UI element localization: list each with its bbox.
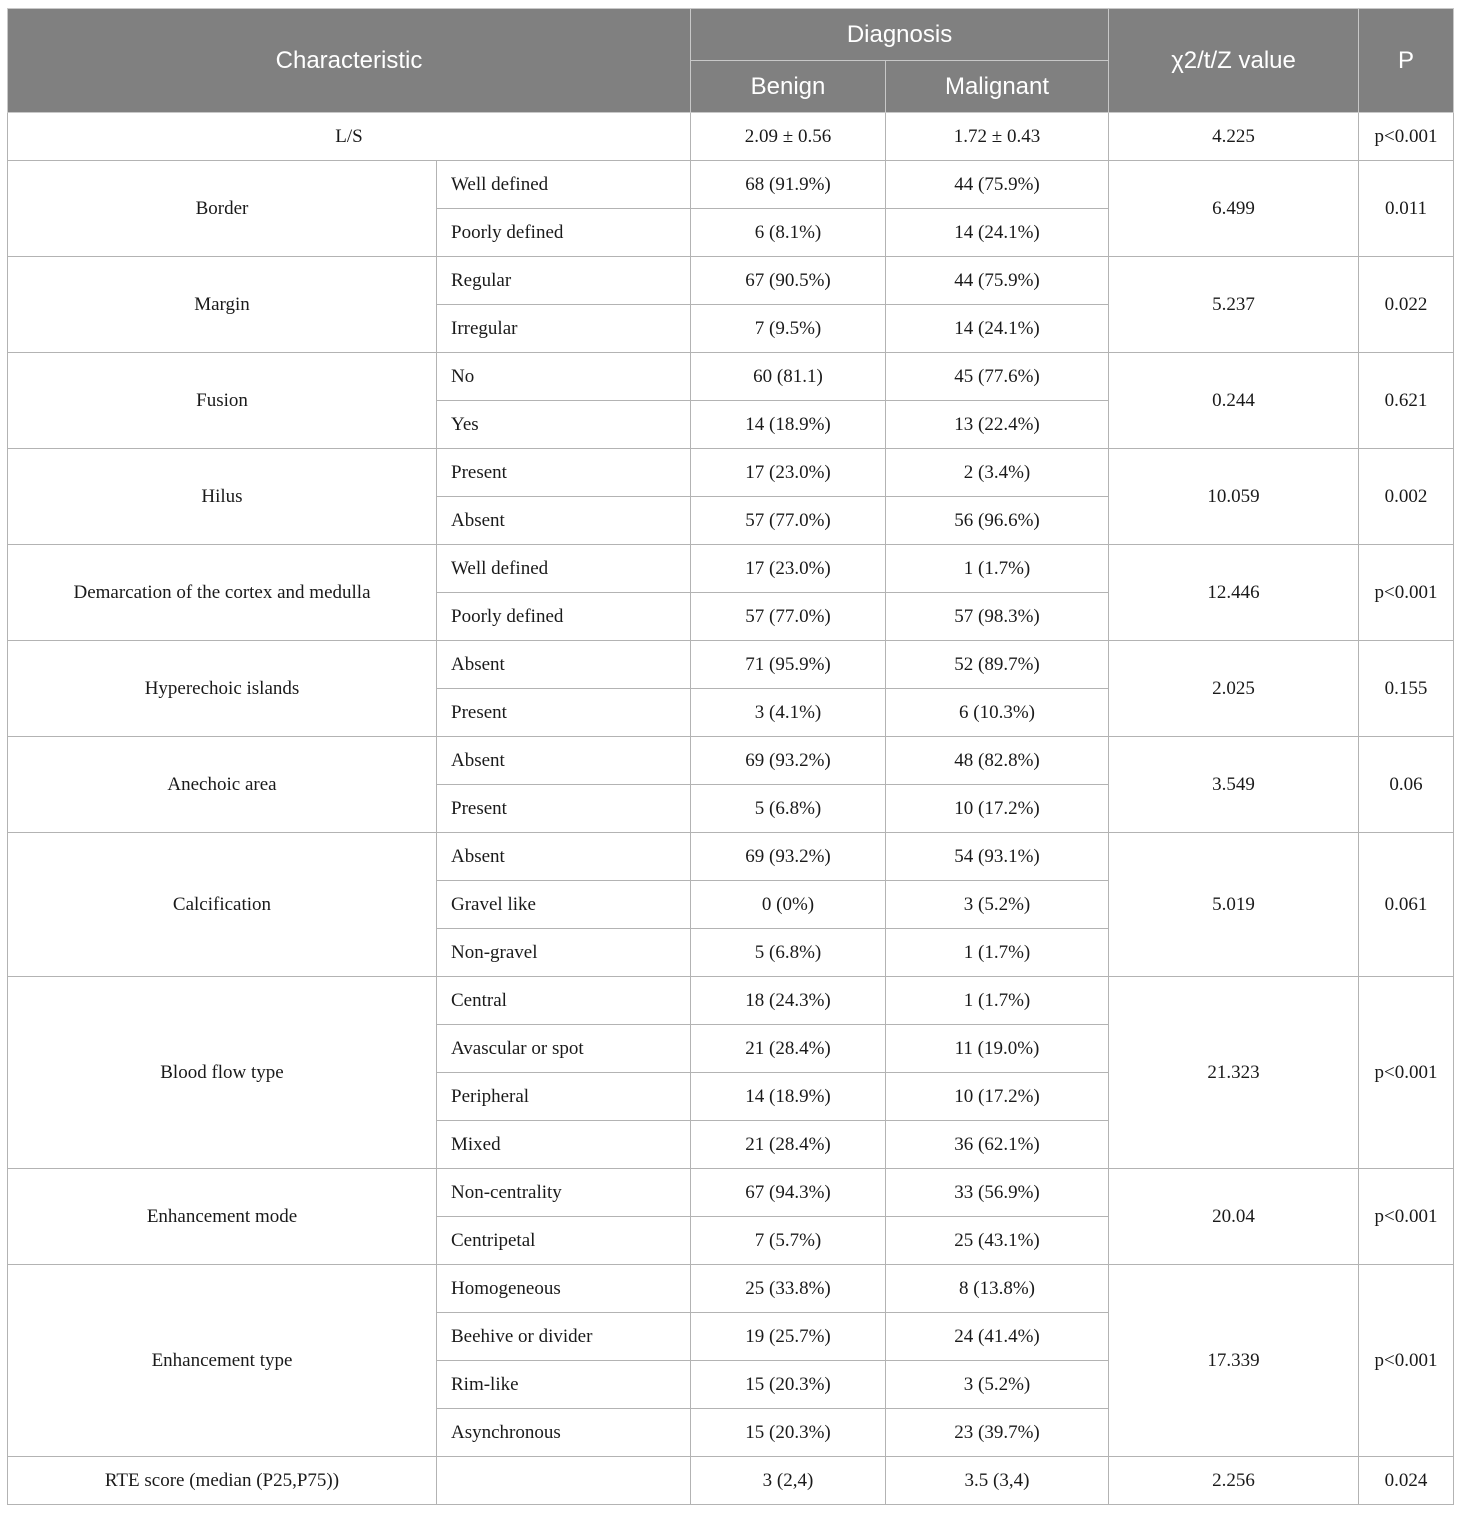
header-diagnosis: Diagnosis	[691, 9, 1109, 61]
table-row	[8, 737, 1454, 785]
table-body	[8, 113, 1454, 1505]
benign-cell: 3 (2,4)	[691, 1457, 886, 1505]
subcategory-cell: Poorly defined	[437, 209, 691, 257]
p-value-cell: 0.024	[1359, 1457, 1454, 1505]
p-value-cell: 0.011	[1359, 161, 1454, 257]
malignant-cell: 23 (39.7%)	[886, 1409, 1109, 1457]
subcategory-cell: Asynchronous	[437, 1409, 691, 1457]
characteristic-cell: Blood flow type	[8, 977, 437, 1169]
subcategory-cell	[437, 1457, 691, 1505]
malignant-cell: 10 (17.2%)	[886, 1073, 1109, 1121]
characteristic-cell: Demarcation of the cortex and medulla	[8, 545, 437, 641]
p-value-cell: 0.621	[1359, 353, 1454, 449]
malignant-cell: 1 (1.7%)	[886, 545, 1109, 593]
subcategory-cell: Absent	[437, 833, 691, 881]
subcategory-cell: No	[437, 353, 691, 401]
malignant-cell: 45 (77.6%)	[886, 353, 1109, 401]
subcategory-cell: Poorly defined	[437, 593, 691, 641]
table-row	[8, 449, 1454, 497]
malignant-cell: 3 (5.2%)	[886, 881, 1109, 929]
characteristic-cell: Enhancement type	[8, 1265, 437, 1457]
malignant-cell: 3 (5.2%)	[886, 1361, 1109, 1409]
malignant-cell: 57 (98.3%)	[886, 593, 1109, 641]
benign-cell: 5 (6.8%)	[691, 929, 886, 977]
table-row	[8, 161, 1454, 209]
subcategory-cell: Absent	[437, 641, 691, 689]
p-value-cell: p<0.001	[1359, 1169, 1454, 1265]
characteristic-cell: Margin	[8, 257, 437, 353]
malignant-cell: 44 (75.9%)	[886, 161, 1109, 209]
stat-value-cell: 4.225	[1109, 113, 1359, 161]
benign-cell: 17 (23.0%)	[691, 449, 886, 497]
malignant-cell: 52 (89.7%)	[886, 641, 1109, 689]
characteristics-table	[7, 8, 1454, 1505]
stat-value-cell: 12.446	[1109, 545, 1359, 641]
subcategory-cell: Well defined	[437, 545, 691, 593]
subcategory-cell: Non-gravel	[437, 929, 691, 977]
benign-cell: 57 (77.0%)	[691, 497, 886, 545]
subcategory-cell: Absent	[437, 497, 691, 545]
header-characteristic: Characteristic	[8, 9, 691, 113]
subcategory-cell: Present	[437, 785, 691, 833]
table-row	[8, 641, 1454, 689]
benign-cell: 68 (91.9%)	[691, 161, 886, 209]
malignant-cell: 14 (24.1%)	[886, 209, 1109, 257]
benign-cell: 15 (20.3%)	[691, 1409, 886, 1457]
malignant-cell: 8 (13.8%)	[886, 1265, 1109, 1313]
table-row	[8, 977, 1454, 1025]
malignant-cell: 24 (41.4%)	[886, 1313, 1109, 1361]
subcategory-cell: Homogeneous	[437, 1265, 691, 1313]
benign-cell: 5 (6.8%)	[691, 785, 886, 833]
subcategory-cell: Non-centrality	[437, 1169, 691, 1217]
benign-cell: 57 (77.0%)	[691, 593, 886, 641]
stat-value-cell: 5.019	[1109, 833, 1359, 977]
benign-cell: 2.09 ± 0.56	[691, 113, 886, 161]
p-value-cell: 0.06	[1359, 737, 1454, 833]
p-value-cell: 0.155	[1359, 641, 1454, 737]
subcategory-cell: Absent	[437, 737, 691, 785]
malignant-cell: 36 (62.1%)	[886, 1121, 1109, 1169]
subcategory-cell: Yes	[437, 401, 691, 449]
benign-cell: 69 (93.2%)	[691, 833, 886, 881]
benign-cell: 19 (25.7%)	[691, 1313, 886, 1361]
benign-cell: 14 (18.9%)	[691, 401, 886, 449]
characteristic-cell: Anechoic area	[8, 737, 437, 833]
stat-value-cell: 5.237	[1109, 257, 1359, 353]
characteristic-cell: L/S	[8, 113, 691, 161]
benign-cell: 14 (18.9%)	[691, 1073, 886, 1121]
subcategory-cell: Well defined	[437, 161, 691, 209]
benign-cell: 17 (23.0%)	[691, 545, 886, 593]
p-value-cell: 0.022	[1359, 257, 1454, 353]
benign-cell: 21 (28.4%)	[691, 1121, 886, 1169]
p-value-cell: 0.002	[1359, 449, 1454, 545]
characteristic-cell: Fusion	[8, 353, 437, 449]
malignant-cell: 1 (1.7%)	[886, 929, 1109, 977]
benign-cell: 7 (5.7%)	[691, 1217, 886, 1265]
stat-value-cell: 17.339	[1109, 1265, 1359, 1457]
table-row	[8, 833, 1454, 881]
stat-value-cell: 2.025	[1109, 641, 1359, 737]
p-value-cell: p<0.001	[1359, 113, 1454, 161]
subcategory-cell: Beehive or divider	[437, 1313, 691, 1361]
p-value-cell: p<0.001	[1359, 545, 1454, 641]
benign-cell: 69 (93.2%)	[691, 737, 886, 785]
malignant-cell: 54 (93.1%)	[886, 833, 1109, 881]
malignant-cell: 3.5 (3,4)	[886, 1457, 1109, 1505]
subcategory-cell: Gravel like	[437, 881, 691, 929]
characteristic-cell: Hyperechoic islands	[8, 641, 437, 737]
table-row	[8, 545, 1454, 593]
malignant-cell: 11 (19.0%)	[886, 1025, 1109, 1073]
malignant-cell: 44 (75.9%)	[886, 257, 1109, 305]
stat-value-cell: 6.499	[1109, 161, 1359, 257]
characteristic-cell: Enhancement mode	[8, 1169, 437, 1265]
benign-cell: 21 (28.4%)	[691, 1025, 886, 1073]
stat-value-cell: 10.059	[1109, 449, 1359, 545]
subcategory-cell: Present	[437, 689, 691, 737]
table-row	[8, 1265, 1454, 1313]
malignant-cell: 6 (10.3%)	[886, 689, 1109, 737]
subcategory-cell: Mixed	[437, 1121, 691, 1169]
table-row	[8, 257, 1454, 305]
table-row	[8, 353, 1454, 401]
table-header	[8, 9, 1454, 113]
benign-cell: 67 (90.5%)	[691, 257, 886, 305]
characteristic-cell: Border	[8, 161, 437, 257]
stat-value-cell: 2.256	[1109, 1457, 1359, 1505]
header-p-value: P	[1359, 9, 1454, 113]
subcategory-cell: Irregular	[437, 305, 691, 353]
subcategory-cell: Centripetal	[437, 1217, 691, 1265]
malignant-cell: 1 (1.7%)	[886, 977, 1109, 1025]
table-row	[8, 113, 1454, 161]
subcategory-cell: Present	[437, 449, 691, 497]
header-benign: Benign	[691, 61, 886, 113]
benign-cell: 18 (24.3%)	[691, 977, 886, 1025]
characteristic-cell: RTE score (median (P25,P75))	[8, 1457, 437, 1505]
benign-cell: 6 (8.1%)	[691, 209, 886, 257]
subcategory-cell: Regular	[437, 257, 691, 305]
p-value-cell: p<0.001	[1359, 977, 1454, 1169]
table-row	[8, 1457, 1454, 1505]
benign-cell: 7 (9.5%)	[691, 305, 886, 353]
malignant-cell: 25 (43.1%)	[886, 1217, 1109, 1265]
malignant-cell: 56 (96.6%)	[886, 497, 1109, 545]
characteristic-cell: Hilus	[8, 449, 437, 545]
malignant-cell: 33 (56.9%)	[886, 1169, 1109, 1217]
stat-value-cell: 0.244	[1109, 353, 1359, 449]
benign-cell: 0 (0%)	[691, 881, 886, 929]
benign-cell: 3 (4.1%)	[691, 689, 886, 737]
benign-cell: 71 (95.9%)	[691, 641, 886, 689]
malignant-cell: 13 (22.4%)	[886, 401, 1109, 449]
subcategory-cell: Central	[437, 977, 691, 1025]
malignant-cell: 2 (3.4%)	[886, 449, 1109, 497]
benign-cell: 67 (94.3%)	[691, 1169, 886, 1217]
table-row	[8, 1169, 1454, 1217]
malignant-cell: 48 (82.8%)	[886, 737, 1109, 785]
characteristic-cell: Calcification	[8, 833, 437, 977]
benign-cell: 15 (20.3%)	[691, 1361, 886, 1409]
subcategory-cell: Rim-like	[437, 1361, 691, 1409]
header-malignant: Malignant	[886, 61, 1109, 113]
malignant-cell: 1.72 ± 0.43	[886, 113, 1109, 161]
subcategory-cell: Avascular or spot	[437, 1025, 691, 1073]
benign-cell: 60 (81.1)	[691, 353, 886, 401]
header-stat-value: χ2/t/Z value	[1109, 9, 1359, 113]
stat-value-cell: 3.549	[1109, 737, 1359, 833]
malignant-cell: 10 (17.2%)	[886, 785, 1109, 833]
p-value-cell: 0.061	[1359, 833, 1454, 977]
stat-value-cell: 20.04	[1109, 1169, 1359, 1265]
malignant-cell: 14 (24.1%)	[886, 305, 1109, 353]
p-value-cell: p<0.001	[1359, 1265, 1454, 1457]
subcategory-cell: Peripheral	[437, 1073, 691, 1121]
benign-cell: 25 (33.8%)	[691, 1265, 886, 1313]
stat-value-cell: 21.323	[1109, 977, 1359, 1169]
